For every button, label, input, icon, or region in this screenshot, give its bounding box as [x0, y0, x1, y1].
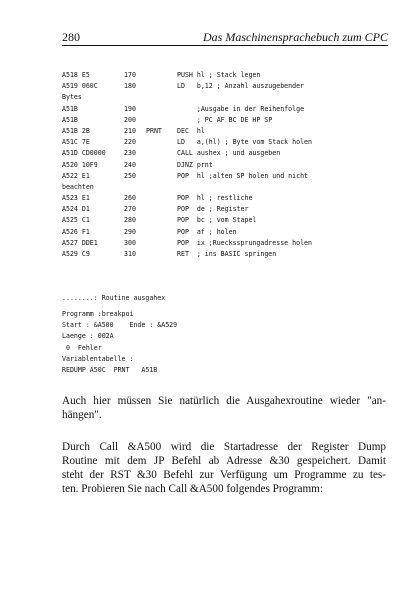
listing-statement: ; PC AF BC DE HP SP: [177, 115, 273, 124]
listing-address: A51B 2B: [62, 126, 90, 135]
listing-row: [62, 249, 392, 260]
listing-statement: LD b,12 ; Anzahl auszugebender: [177, 82, 305, 91]
program-info-line: Start : &A500 Ende : &A529: [62, 321, 178, 330]
listing-row: [62, 182, 392, 193]
listing-row: [62, 81, 392, 92]
listing-address: A51D CD0000: [62, 149, 106, 158]
listing-address: A51B: [62, 115, 78, 124]
listing-line-number: 280: [124, 216, 136, 225]
listing-row: [62, 137, 392, 148]
listing-row: [62, 160, 392, 171]
listing-address: A529 C9: [62, 250, 90, 258]
paragraph-line: ten. Probieren Sie nach Call &A500 folgendes Programm:: [62, 483, 323, 495]
listing-address: A519 060C: [62, 82, 98, 91]
listing-line-number: 210: [124, 126, 136, 135]
running-title: Das Maschinensprachebuch zum CPC: [203, 30, 388, 44]
paragraph-ausgahex-hint: [62, 394, 386, 422]
routine-line: ........: Routine ausgahex: [62, 294, 166, 302]
header-rule: [62, 45, 388, 46]
listing-statement: LD a,(hl) ; Byte vom Stack holen: [177, 138, 312, 147]
listing-address: A518 E5: [62, 71, 90, 79]
listing-row: [62, 70, 392, 81]
listing-line-number: 220: [124, 138, 136, 147]
listing-statement: DJNZ prnt: [177, 160, 213, 169]
listing-address: A526 F1: [62, 227, 90, 236]
listing-line-number: 250: [124, 171, 136, 180]
listing-line-number: 170: [124, 71, 136, 79]
paragraph-call-a500: [62, 440, 386, 496]
listing-row: [62, 204, 392, 215]
listing-row: [62, 193, 392, 204]
listing-line-number: 310: [124, 250, 136, 258]
program-info-lines: [62, 309, 177, 376]
listing-line-number: 200: [124, 115, 136, 124]
paragraph-line: steht der RST &30 Befehl zur Verfügung um Programme zu tes-: [62, 469, 386, 481]
paragraph-line: Auch hier müssen Sie natürlich die Ausgahexroutine wieder "an-: [62, 395, 386, 407]
listing-address: Bytes: [62, 93, 82, 102]
listing-address: A522 E1: [62, 171, 90, 180]
listing-statement: POP ix ;Rueckssprungadresse holen: [177, 238, 312, 247]
listing-address: A51B: [62, 104, 78, 113]
listing-row: [62, 126, 392, 137]
listing-statement: POP hl ;alten SP holen und nicht: [177, 171, 309, 180]
listing-row: [62, 92, 392, 103]
listing-line-number: 270: [124, 205, 136, 214]
listing-line-number: 190: [124, 104, 136, 113]
listing-row: [62, 238, 392, 249]
listing-address: A520 10F9: [62, 160, 98, 169]
listing-row: [62, 215, 392, 226]
listing-statement: ;Ausgabe in der Reihenfolge: [177, 104, 305, 113]
listing-line-number: 300: [124, 238, 136, 247]
listing-address: A51C 7E: [62, 138, 90, 147]
assembler-listing: [62, 70, 392, 260]
paragraph-line: hängen".: [62, 409, 102, 421]
program-info-line: 0 Fehler: [62, 343, 102, 352]
listing-statement: POP hl ; restliche: [177, 194, 253, 203]
paragraph-line: Durch Call &A500 wird die Startadresse der Register Dump: [62, 441, 386, 453]
listing-line-number: 240: [124, 160, 136, 169]
listing-line-number: 230: [124, 149, 136, 158]
program-info-line: REDUMP A50C PRNT A51B: [62, 365, 158, 374]
listing-statement: POP bc ; vom Stapel: [177, 216, 257, 225]
listing-row: [62, 148, 392, 159]
listing-label: PRNT: [146, 126, 162, 135]
listing-address: A524 D1: [62, 205, 90, 214]
listing-address: A523 E1: [62, 194, 90, 203]
listing-line-number: 290: [124, 227, 136, 236]
listing-line-number: 260: [124, 194, 136, 203]
listing-row: [62, 171, 392, 182]
listing-statement: POP af ; holen: [177, 227, 237, 236]
listing-line-number: 180: [124, 82, 136, 91]
listing-statement: DEC hl: [177, 126, 205, 135]
program-info-line: Variablentabelle :: [62, 354, 134, 363]
listing-row: [62, 227, 392, 238]
listing-address: A525 C1: [62, 216, 90, 225]
listing-row: [62, 115, 392, 126]
listing-statement: PUSH hl ; Stack legen: [177, 71, 261, 79]
listing-address: A527 DDE1: [62, 238, 98, 247]
listing-address: beachten: [62, 182, 94, 191]
page-number: 280: [62, 30, 80, 44]
listing-statement: CALL aushex ; und ausgeben: [177, 149, 281, 158]
program-info-line: Programm :breakpoi: [62, 310, 134, 318]
listing-statement: RET ; ins BASIC springen: [177, 250, 277, 258]
paragraph-line: Routine mit dem JP Befehl ab Adresse &30 gespeichert. Damit: [62, 455, 386, 467]
program-info: [62, 309, 177, 376]
listing-statement: POP de ; Register: [177, 205, 249, 214]
program-info-line: Laenge : 002A: [62, 332, 114, 341]
listing-row: [62, 104, 392, 115]
